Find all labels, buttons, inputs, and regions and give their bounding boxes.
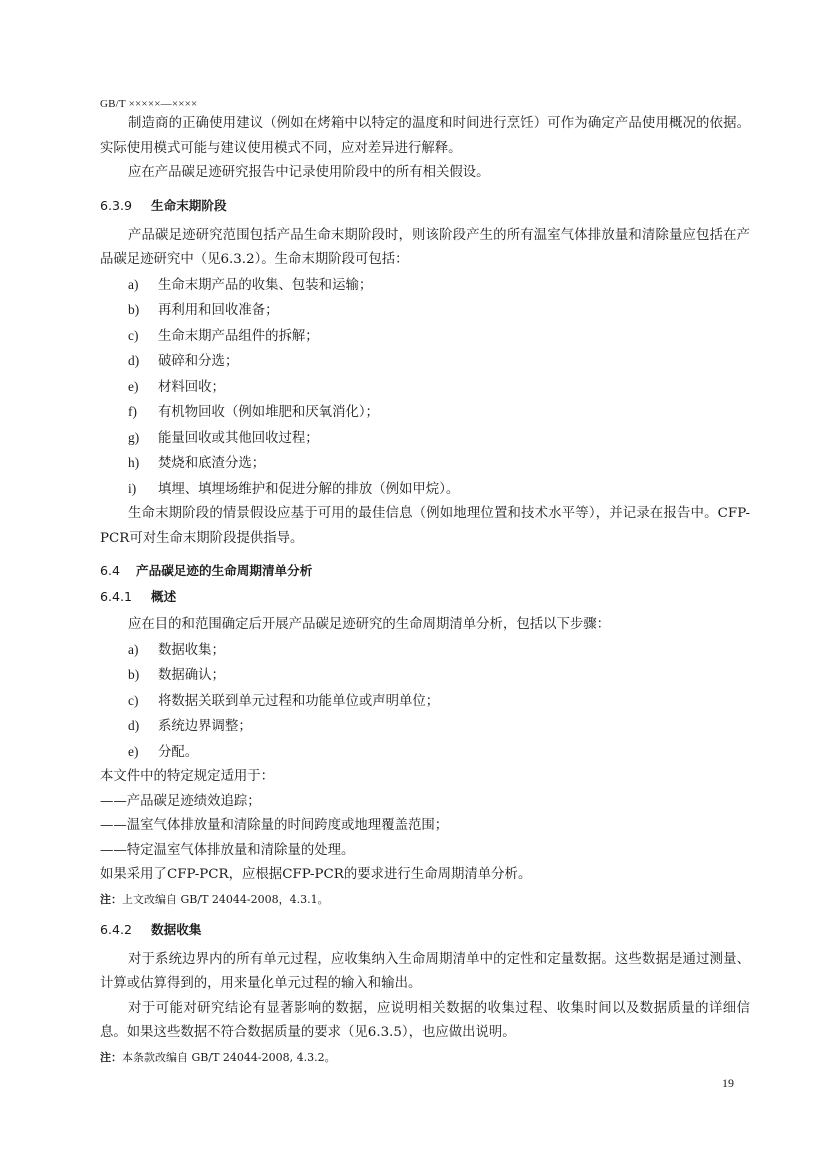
list-marker: d) (128, 718, 140, 733)
list-item (100, 689, 750, 715)
paragraph-data-quality: 对于可能对研究结论有显著影响的数据，应说明相关数据的收集过程、收集时间以及数据质量的详细信息。如果这些数据不符合数据质量的要求（见6.3.5），也应做出说明。 (100, 1000, 750, 1040)
list-item (100, 477, 750, 503)
list-item (100, 375, 750, 401)
list-marker: c) (128, 692, 139, 708)
paragraph-usage-recommendation: 制造商的正确使用建议（例如在烤箱中以特定的温度和时间进行烹饪）可作为确定产品使用概况的依据。实际使用模式可能与建议使用模式不同，应对差异进行解释。 (100, 116, 750, 156)
section-number: 6.4.2 (100, 921, 133, 937)
paragraph-end-of-life-scenario: 生命末期阶段的情景假设应基于可用的最佳信息（例如地理位置和技术水平等），并记录在报告中。CFP-PCR可对生命末期阶段提供指导。 (100, 506, 750, 546)
section-title: 数据收集 (151, 921, 202, 937)
list-item (100, 714, 750, 740)
note-6-4-2 (100, 1046, 750, 1070)
list-item-text: 能量回收或其他回收过程； (158, 430, 319, 446)
note-text: 本条款改编自 GB/T 24044-2008, 4.3.2。 (122, 1050, 336, 1064)
list-item-text: 有机物回收（例如堆肥和厌氧消化）； (158, 405, 379, 420)
list-item (100, 298, 750, 324)
section-heading-6-4-2 (100, 920, 750, 940)
section-heading-6-3-9 (100, 196, 750, 216)
list-item (100, 740, 750, 766)
list-item-text: 生命末期产品组件的拆解； (158, 328, 319, 344)
list-marker: e) (128, 743, 139, 759)
section-heading-6-4 (100, 561, 750, 581)
list-item-text: 将数据关联到单元过程和功能单位或声明单位； (158, 693, 440, 709)
list-item-text: 数据收集； (158, 642, 225, 658)
paragraph-cfp-pcr: 如果采用了CFP-PCR，应根据CFP-PCR的要求进行生命周期清单分析。 (100, 867, 532, 882)
list-item (100, 663, 750, 689)
list-item (100, 324, 750, 350)
end-of-life-stage-list (100, 273, 750, 503)
note-text: 上文改编自 GB/T 24044-2008，4.3.1。 (122, 892, 329, 906)
list-marker: a) (128, 276, 139, 292)
paragraph-inventory-intro: 应在目的和范围确定后开展产品碳足迹研究的生命周期清单分析，包括以下步骤： (128, 617, 611, 632)
paragraph-end-of-life-intro: 产品碳足迹研究范围包括产品生命末期阶段时，则该阶段产生的所有温室气体排放量和清除量应包括在产品碳足迹研究中（见6.3.2）。生命末期阶段可包括： (100, 227, 750, 267)
list-marker: b) (128, 302, 140, 317)
dash-list-item: ——温室气体排放量和清除量的时间跨度或地理覆盖范围； (100, 818, 449, 833)
list-marker: d) (128, 353, 140, 368)
dash-list-item: ——特定温室气体排放量和清除量的处理。 (100, 842, 355, 858)
list-marker: e) (128, 378, 139, 394)
list-item (100, 451, 750, 477)
list-item (100, 349, 750, 375)
inventory-steps-list (100, 638, 750, 766)
section-number: 6.4 (100, 563, 121, 578)
list-item-text: 生命末期产品的收集、包装和运输； (158, 277, 373, 293)
list-item (100, 400, 750, 426)
paragraph-provisions-intro: 本文件中的特定规定适用于： (100, 769, 275, 784)
list-marker: h) (128, 455, 140, 470)
document-code-header: GB/T ×××××—×××× (100, 98, 198, 110)
paragraph-data-collection: 对于系统边界内的所有单元过程，应收集纳入生命周期清单中的定性和定量数据。这些数据是通过测量、计算或估算得到的，用来量化单元过程的输入和输出。 (100, 951, 750, 991)
paragraph-usage-assumptions: 应在产品碳足迹研究报告中记录使用阶段中的所有相关假设。 (128, 165, 490, 180)
note-label: 注： (100, 1050, 122, 1064)
list-marker: a) (128, 641, 139, 657)
list-marker: b) (128, 667, 140, 682)
page-content (100, 112, 750, 1070)
section-title: 产品碳足迹的生命周期清单分析 (136, 563, 313, 578)
list-item-text: 再利用和回收准备； (158, 303, 279, 318)
list-marker: f) (128, 404, 137, 419)
list-item-text: 数据确认； (158, 668, 225, 683)
section-number: 6.4.1 (100, 589, 133, 604)
section-title: 生命末期阶段 (151, 197, 227, 213)
list-item-text: 系统边界调整； (158, 719, 252, 734)
page-number: 19 (722, 1076, 734, 1090)
list-item-text: 焚烧和底渣分选； (158, 456, 266, 471)
list-item (100, 426, 750, 452)
list-item-text: 填埋、填埋场维护和促进分解的排放（例如甲烷）。 (158, 481, 460, 497)
section-heading-6-4-1 (100, 587, 750, 607)
dash-list-item: ——产品碳足迹绩效追踪； (100, 793, 261, 809)
list-marker: g) (128, 429, 140, 445)
note-label: 注： (100, 892, 122, 906)
section-title: 概述 (151, 589, 177, 604)
note-6-4-1 (100, 888, 750, 912)
section-number: 6.3.9 (100, 197, 133, 213)
list-marker: c) (128, 327, 139, 343)
list-item-text: 分配。 (158, 744, 199, 760)
list-marker: i) (128, 480, 137, 496)
list-item-text: 破碎和分选； (158, 354, 239, 369)
list-item-text: 材料回收； (158, 379, 225, 395)
list-item (100, 273, 750, 299)
list-item (100, 638, 750, 664)
